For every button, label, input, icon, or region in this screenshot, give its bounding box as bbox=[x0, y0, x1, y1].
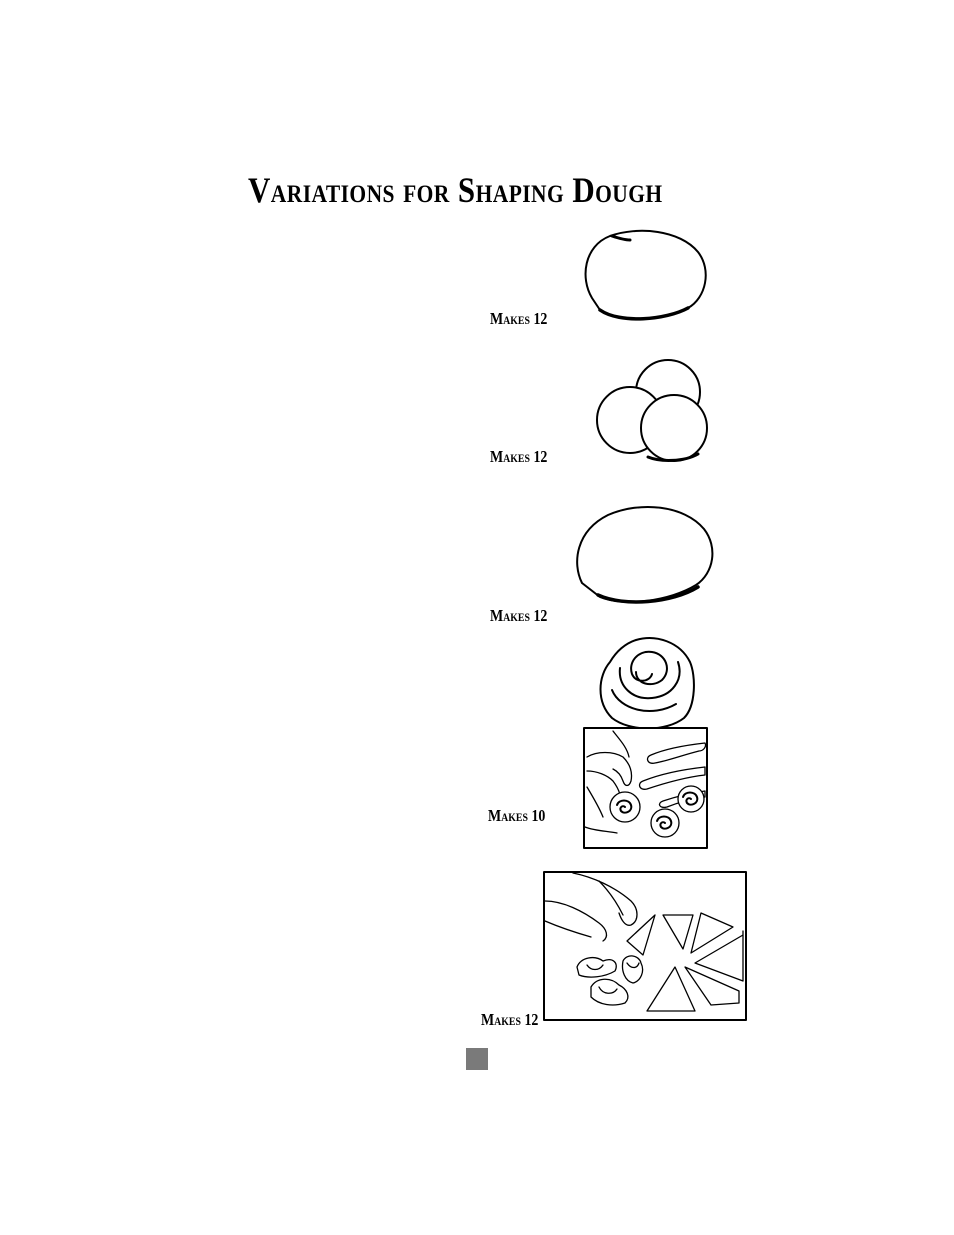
yield-label-1: Makes 12 bbox=[490, 309, 548, 328]
spiral-roll-icon bbox=[596, 632, 698, 732]
page-title: Variations for Shaping Dough bbox=[248, 170, 663, 210]
round-roll-icon bbox=[580, 228, 710, 324]
yield-label-2: Makes 12 bbox=[490, 447, 548, 466]
yield-label-4: Makes 10 bbox=[488, 806, 546, 825]
crescent-roll-icon bbox=[543, 871, 747, 1022]
yield-label-5: Makes 12 bbox=[481, 1010, 539, 1029]
yield-label-3: Makes 12 bbox=[490, 606, 548, 625]
spiral-shaping-illustration bbox=[583, 727, 709, 849]
page-marker bbox=[466, 1048, 488, 1070]
oval-roll-icon bbox=[574, 503, 716, 607]
cloverleaf-roll-icon bbox=[594, 362, 712, 462]
